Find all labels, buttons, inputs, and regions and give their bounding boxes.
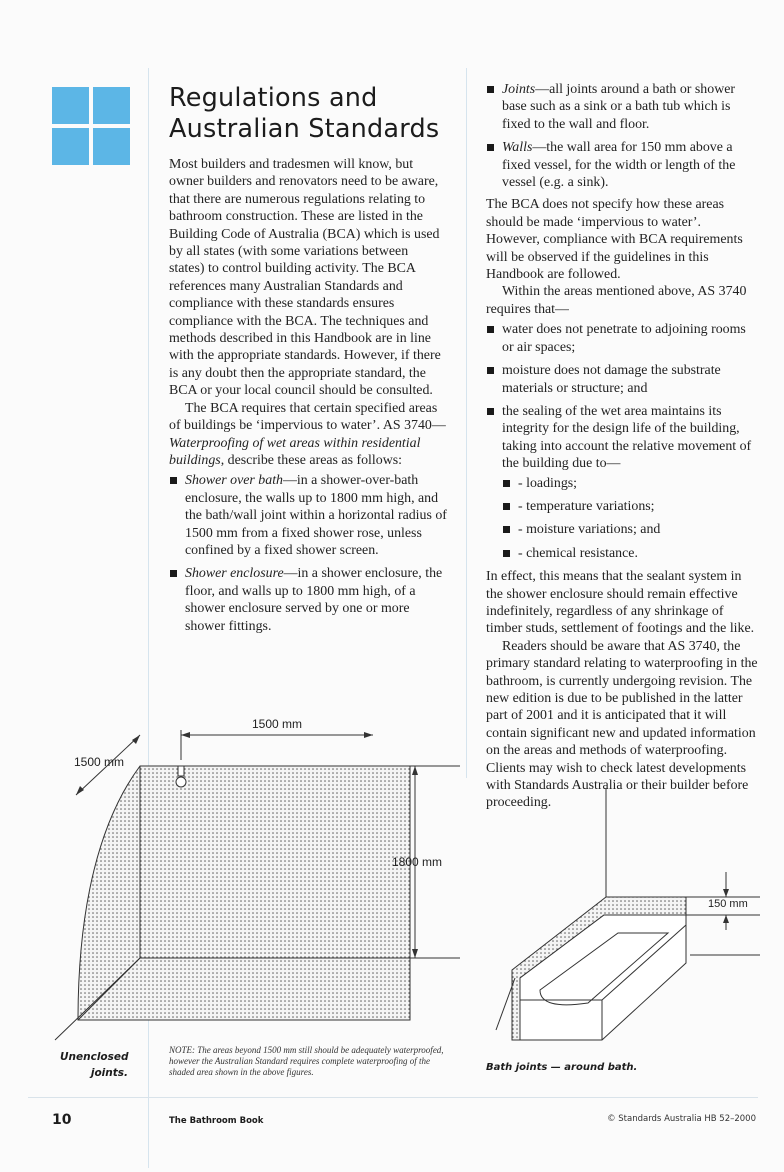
paragraph: The BCA does not specify how these areas should be made ‘impervious to water’. However, compliance with BCA requirements will be observed if the guidelines in this Handbook are followed. xyxy=(486,197,743,283)
dash-item: - chemical resistance. xyxy=(502,545,758,562)
list-item: moisture does not damage the substrate materials or structure; and xyxy=(486,362,758,397)
bullet-list xyxy=(486,81,758,191)
paragraph: In effect, this means that the sealant system in the shower enclosure should remain effective indefinitely, regardless of any shrinkage of timber studs, settlement of footings and the like. xyxy=(486,569,755,637)
paragraph: Readers should be aware that AS 3740, the primary standard relating to waterproofing in the bathroom, is currently undergoing revision. The new edition is due to be published in the latter part of 2001 and it is anticipated that it will contain significant new and updated information on the areas and methods of waterproofing. Clients may wish to check latest developments with Standards Australia or their builder before proceeding. xyxy=(486,638,758,811)
paragraph: Within the areas mentioned above, AS 3740 requires that— xyxy=(486,284,747,317)
list-item: Walls—the wall area for 150 mm above a fixed vessel, for the width or length of the vessel (e.g. a sink). xyxy=(486,139,758,191)
copyright: © Standards Australia HB 52–2000 xyxy=(607,1114,756,1124)
center-column-rule xyxy=(466,68,467,778)
page-number: 10 xyxy=(52,1112,72,1128)
list-item: the sealing of the wet area maintains its integrity for the design life of the building, taking into account the relative movement of the building due to— - loadings; - temperature variations; - moisture variations; and - chemical resistance. xyxy=(486,403,758,562)
left-column xyxy=(169,156,447,641)
book-title: The Bathroom Book xyxy=(169,1116,264,1126)
list-item: Joints—all joints around a bath or shower base such as a sink or a bath tub which is fixed to the wall and floor. xyxy=(486,81,758,133)
dash-item: - temperature variations; xyxy=(502,498,758,515)
paragraph: The BCA requires that certain specified areas of buildings be ‘impervious to water’. AS 3740—Waterproofing of wet areas within residential buildings, describe these areas as follows: xyxy=(169,400,446,468)
page-title: Regulations and Australian Standards xyxy=(169,83,440,144)
dash-item: - moisture variations; and xyxy=(502,521,758,538)
list-item: Shower enclosure—in a shower enclosure, the floor, and walls up to 1800 mm high, of a shower enclosure served by one or more shower fittings. xyxy=(169,565,447,635)
paragraph: Most builders and tradesmen will know, but owner builders and renovators need to be aware, that there are numerous regulations relating to bathroom construction. These are listed in the Building Code of Australia (BCA) which is used by all states (with some variations between states) to control building activity. The BCA references many Australian Standards and compliance with these standards ensures compliance with the BCA. The techniques and methods described in this Handbook are in line with the appropriate standards. However, if there is any doubt then the appropriate standard, the BCA or your local council should be consulted. xyxy=(169,157,441,399)
bullet-list xyxy=(486,321,758,562)
standards-logo xyxy=(52,87,130,165)
bath-joints-figure xyxy=(490,785,765,1050)
shower-zone-figure xyxy=(0,700,466,1045)
shower-rose-icon xyxy=(176,766,186,787)
list-item: Shower over bath—in a shower-over-bath enclosure, the walls up to 1800 mm high, and the bath/wall joint within a horizontal radius of 1500 mm from a fixed shower rose, unless confined by a fixed shower screen. xyxy=(169,472,447,559)
footer-rule xyxy=(28,1097,758,1098)
dash-item: - loadings; xyxy=(502,475,758,492)
figure-caption: Bath joints — around bath. xyxy=(486,1062,638,1073)
dim-radius-label: 1500 mm xyxy=(74,755,125,769)
bullet-list xyxy=(169,472,447,635)
waterproof-zone xyxy=(78,766,410,1020)
dim-height-label: 1800 mm xyxy=(392,855,443,869)
figure-note: NOTE: The areas beyond 1500 mm still should be adequately waterproofed, however the Australian Standard requires complete waterproofing of the shaded area shown in the above figures. xyxy=(169,1045,444,1077)
figure-caption: Unenclosed joints. xyxy=(60,1051,129,1079)
dim-150-label: 150 mm xyxy=(708,898,748,910)
dash-list xyxy=(502,475,758,563)
right-column xyxy=(486,81,758,812)
list-item: water does not penetrate to adjoining rooms or air spaces; xyxy=(486,321,758,356)
dim-width-label: 1500 mm xyxy=(252,717,303,731)
